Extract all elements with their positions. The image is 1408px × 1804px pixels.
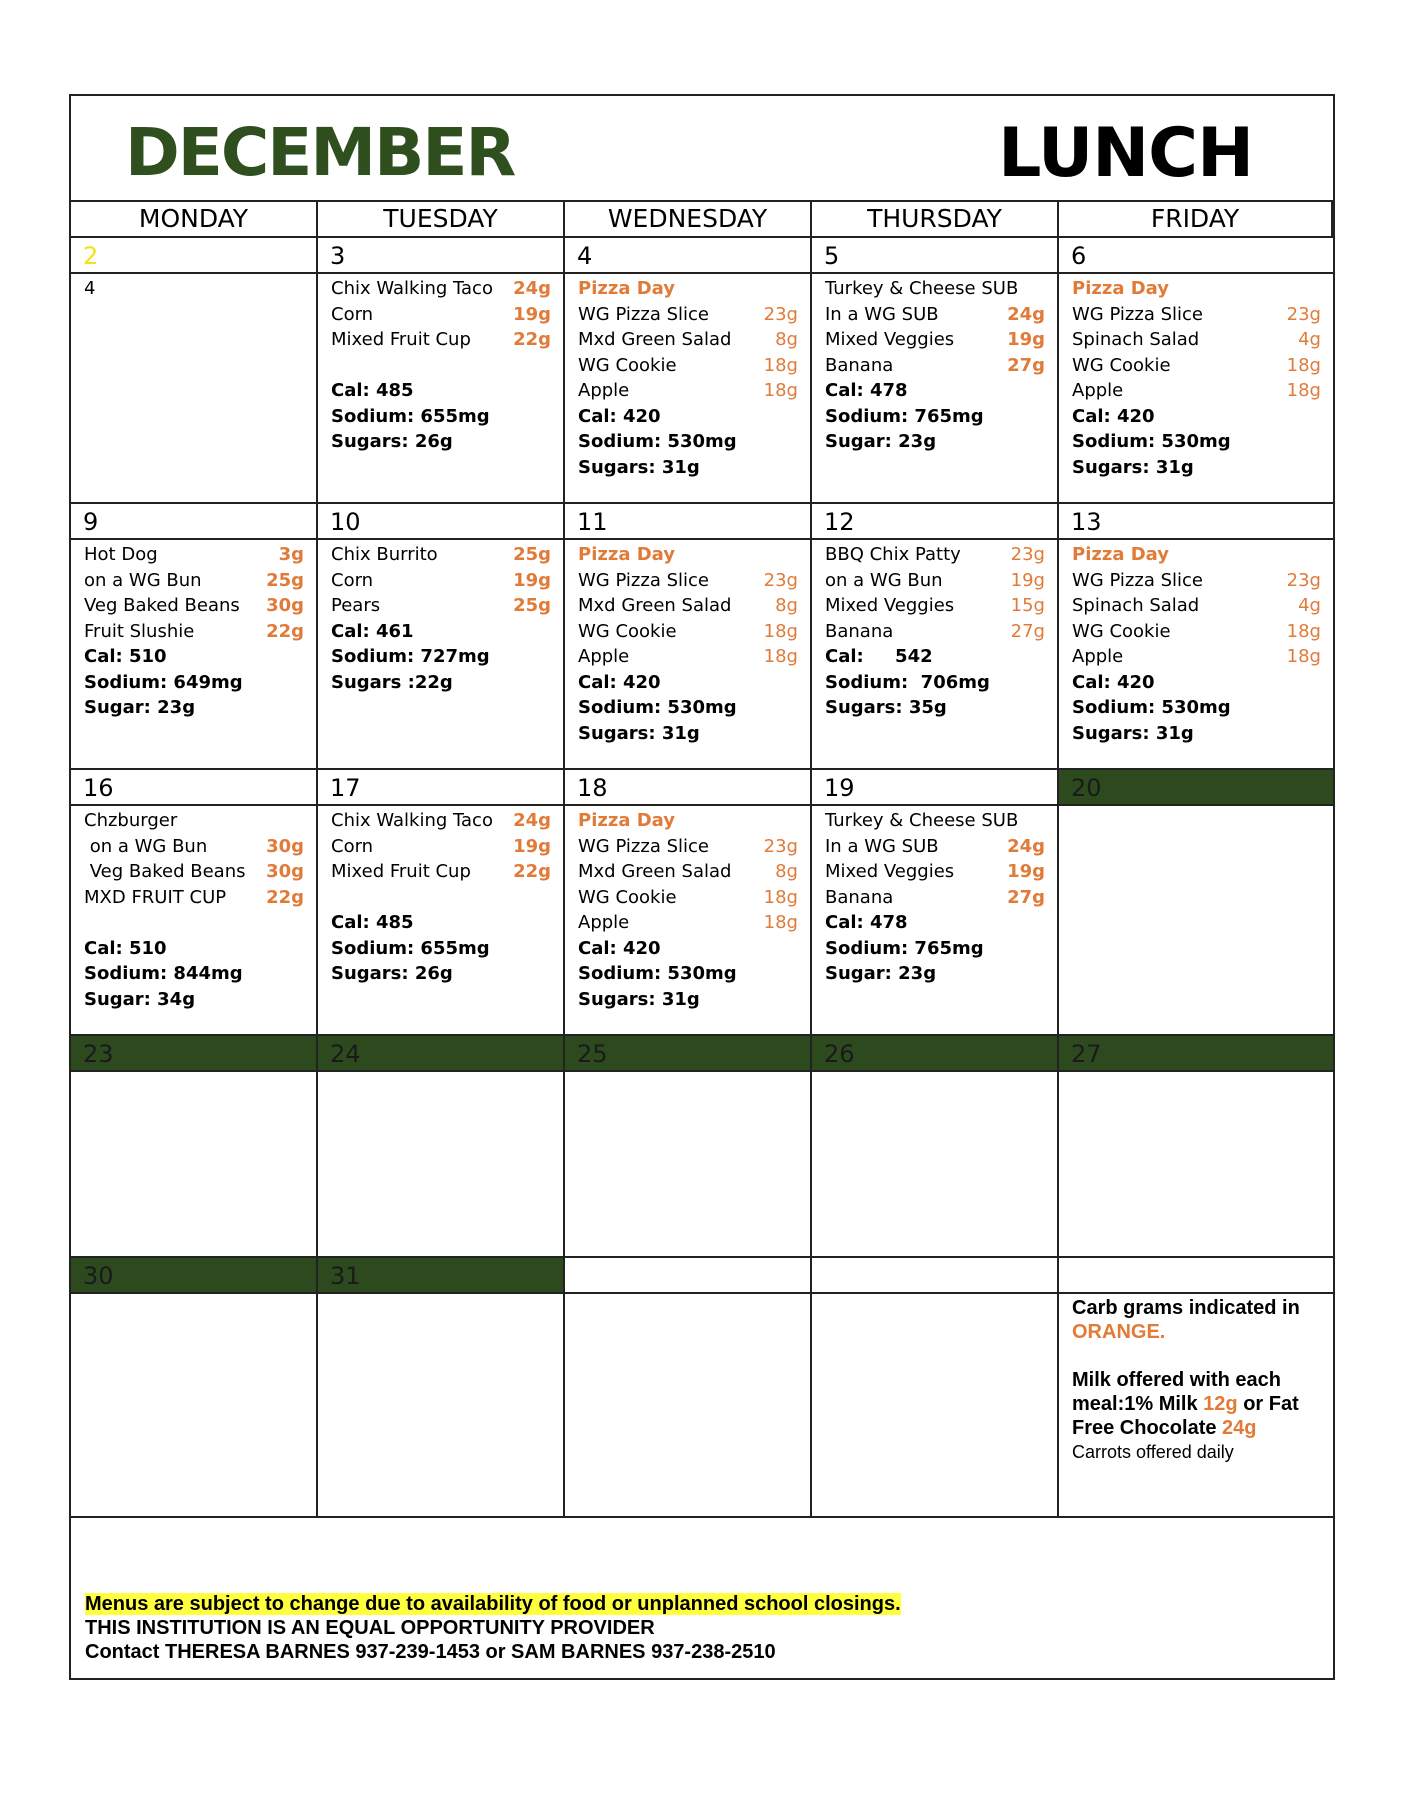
menu-item-name: WG Pizza Slice (1072, 569, 1203, 591)
menu-content (1072, 1296, 1321, 1464)
carb-grams: 19g (1007, 861, 1045, 882)
menu-item (1072, 644, 1321, 670)
carb-grams: 19g (1010, 569, 1045, 591)
menu-item (578, 644, 798, 670)
menu-item (578, 910, 798, 936)
day-cell (1059, 770, 1333, 1036)
day-cell (318, 1036, 565, 1258)
date-number: 4 (565, 238, 810, 274)
menu-item-name: Apple (578, 912, 630, 933)
menu-item (578, 378, 798, 404)
day-header-tuesday: TUESDAY (318, 202, 565, 238)
nutrition-stat: Cal: 420 (1072, 671, 1155, 693)
menu-item-name: Corn (331, 835, 374, 857)
day-cell (812, 770, 1059, 1036)
nutrition-stat: Sodium: 765mg (825, 937, 984, 959)
nutrition-stat: Sodium: 649mg (84, 671, 243, 693)
menu-content (331, 542, 551, 695)
menu-item (84, 593, 304, 619)
carb-grams: 23g (1286, 303, 1321, 325)
date-number: 19 (812, 770, 1057, 806)
menu-content (84, 808, 304, 1012)
nutrition-stat: Cal: 510 (84, 646, 167, 667)
carb-grams: 24g (1007, 303, 1045, 325)
menu-item (331, 834, 551, 860)
date-number: 5 (812, 238, 1057, 274)
menu-item-name: Banana (825, 886, 894, 908)
nutrition-stat: Sodium: 655mg (331, 937, 490, 959)
menu-item (331, 593, 551, 619)
date-number (812, 1258, 1057, 1294)
menu-item-name: WG Cookie (1072, 354, 1171, 376)
day-cell (812, 1036, 1059, 1258)
menu-item (825, 327, 1045, 353)
menu-item (825, 885, 1045, 911)
day-cell (565, 238, 812, 504)
equal-opportunity-text: THIS INSTITUTION IS AN EQUAL OPPORTUNITY PROVIDER (85, 1617, 655, 1639)
menu-item-name: Chix Walking Taco (331, 810, 493, 831)
menu-item (84, 910, 304, 936)
nutrition-stat: Sugars :22g (331, 671, 453, 693)
menu-item (825, 593, 1045, 619)
meal-title: LUNCH (998, 114, 1253, 193)
menu-item-name: Corn (331, 569, 374, 591)
menu-item (1072, 593, 1321, 619)
carb-grams: 18g (1286, 354, 1321, 376)
menu-item (578, 885, 798, 911)
carb-grams: 24g (513, 810, 551, 831)
menu-item-name: WG Cookie (578, 620, 677, 642)
nutrition-stat: Sugars: 31g (1072, 722, 1194, 744)
menu-item (1072, 353, 1321, 379)
day-cell (71, 770, 318, 1036)
carb-grams: 19g (513, 303, 551, 325)
contact-text: Contact THERESA BARNES 937-239-1453 or SAM BARNES 937-238-2510 (85, 1641, 776, 1663)
milk-note-text: Milk offered with each meal:1% Milk (1072, 1369, 1281, 1415)
day-cell (71, 1036, 318, 1258)
menu-item-name: Spinach Salad (1072, 329, 1200, 350)
carb-grams: 22g (266, 886, 304, 908)
carb-grams: 19g (513, 835, 551, 857)
day-cell (812, 504, 1059, 770)
special-day-label: Pizza Day (1072, 544, 1169, 565)
menu-item-name: on a WG Bun (825, 569, 943, 591)
date-number: 27 (1059, 1036, 1333, 1072)
menu-content (84, 276, 304, 302)
menu-item (578, 619, 798, 645)
menu-item-name: Pears (331, 595, 381, 616)
nutrition-stat: Sodium: 765mg (825, 405, 984, 427)
day-cell (565, 1258, 812, 1518)
menu-item (331, 327, 551, 353)
carb-grams: 23g (763, 835, 798, 857)
carb-grams: 19g (513, 569, 551, 591)
menu-item-name: Turkey & Cheese SUB (825, 278, 1019, 299)
menu-item (331, 542, 551, 568)
menu-item-name: Banana (825, 620, 894, 642)
date-number: 30 (71, 1258, 316, 1294)
menu-item (84, 619, 304, 645)
menu-item-name: WG Cookie (578, 354, 677, 376)
day-cell (565, 1036, 812, 1258)
carb-note (1072, 1296, 1321, 1344)
menu-item (84, 885, 304, 911)
carb-grams: 18g (763, 646, 798, 667)
nutrition-stat: Cal: 510 (84, 937, 167, 959)
menu-content (331, 276, 551, 455)
date-number (1059, 1258, 1333, 1294)
special-day-label: Pizza Day (1072, 278, 1169, 299)
menu-item-name: on a WG Bun (84, 569, 202, 591)
menu-item-name: Mixed Veggies (825, 329, 955, 350)
nutrition-stat: Sodium: 530mg (1072, 431, 1231, 452)
nutrition-stat: Sodium: 530mg (1072, 697, 1231, 718)
special-day-label: Pizza Day (578, 544, 675, 565)
menu-item-name: on a WG Bun (84, 835, 208, 857)
menu-item-name: Banana (825, 354, 894, 376)
chocolate-carb: 24g (1222, 1417, 1257, 1439)
nutrition-stat: Sugar: 23g (825, 431, 937, 452)
date-number: 25 (565, 1036, 810, 1072)
carb-color-word: ORANGE. (1072, 1321, 1166, 1343)
carb-grams: 18g (1286, 380, 1321, 401)
menu-item-name: Mxd Green Salad (578, 595, 732, 616)
menu-item (331, 859, 551, 885)
date-number: 11 (565, 504, 810, 540)
nutrition-stat: Sodium: 655mg (331, 405, 490, 427)
menu-item-name: WG Pizza Slice (578, 569, 709, 591)
menu-item (825, 859, 1045, 885)
nutrition-stat: Sugar: 23g (825, 963, 937, 984)
calendar-frame (69, 94, 1335, 1680)
carb-grams: 27g (1007, 354, 1045, 376)
menu-content (1072, 276, 1321, 480)
nutrition-stat: Sugar: 34g (84, 988, 196, 1010)
milk-note (1072, 1368, 1321, 1440)
menu-content (331, 808, 551, 987)
menu-content (578, 276, 798, 480)
carb-grams: 18g (763, 354, 798, 376)
nutrition-stat: Cal: 485 (331, 912, 414, 933)
menu-item (825, 834, 1045, 860)
nutrition-stat: Cal: 420 (578, 937, 661, 959)
nutrition-stat: Sugars: 31g (1072, 456, 1194, 478)
date-number: 6 (1059, 238, 1333, 274)
menu-item-name: Veg Baked Beans (84, 861, 246, 882)
carrots-note: Carrots offered daily (1072, 1442, 1234, 1462)
menu-item-name: Mxd Green Salad (578, 861, 732, 882)
carb-grams: 18g (763, 380, 798, 401)
carb-grams: 19g (1007, 329, 1045, 350)
menu-content (84, 542, 304, 721)
menu-content (578, 542, 798, 746)
day-cell (318, 504, 565, 770)
carb-grams: 18g (1286, 646, 1321, 667)
nutrition-stat: Sugars: 31g (578, 456, 700, 478)
day-cell (318, 1258, 565, 1518)
carb-grams: 23g (763, 569, 798, 591)
menu-item (84, 808, 304, 834)
menu-item-name: Apple (1072, 380, 1124, 401)
day-cell (71, 238, 318, 504)
nutrition-stat: Cal: 420 (1072, 405, 1155, 427)
menu-item (1072, 302, 1321, 328)
menu-item (578, 568, 798, 594)
menu-item-name: WG Pizza Slice (578, 303, 709, 325)
date-number: 3 (318, 238, 563, 274)
menu-item-name: In a WG SUB (825, 835, 939, 857)
menu-item-name: WG Cookie (1072, 620, 1171, 642)
menu-item-name: WG Pizza Slice (1072, 303, 1203, 325)
carb-grams: 8g (775, 595, 798, 616)
date-number: 10 (318, 504, 563, 540)
carb-grams: 22g (513, 861, 551, 882)
menu-item-name: Mixed Fruit Cup (331, 329, 471, 350)
menu-item (331, 353, 551, 379)
menu-item (331, 568, 551, 594)
carb-note-label: Carb grams indicated in (1072, 1297, 1300, 1319)
menu-item-name: Veg Baked Beans (84, 595, 240, 616)
nutrition-stat: Sodium: 844mg (84, 963, 243, 984)
menu-item-name: Apple (578, 380, 630, 401)
menu-content (825, 276, 1045, 455)
menu-item-name: Mxd Green Salad (578, 329, 732, 350)
day-cell (71, 504, 318, 770)
nutrition-stat: Sugars: 35g (825, 697, 947, 718)
menu-item (84, 276, 304, 302)
day-header-thursday: THURSDAY (812, 202, 1059, 238)
menu-item-name: Turkey & Cheese SUB (825, 810, 1019, 831)
nutrition-stat: Sodium: 727mg (331, 646, 490, 667)
date-number (565, 1258, 810, 1294)
menu-item (84, 542, 304, 568)
menu-item-name: Apple (1072, 646, 1124, 667)
nutrition-stat: Cal: 461 (331, 620, 414, 642)
nutrition-stat: Cal: 478 (825, 912, 908, 933)
nutrition-stat: Sugars: 26g (331, 963, 453, 984)
nutrition-stat: Cal: 485 (331, 380, 414, 401)
menu-item-name: BBQ Chix Patty (825, 544, 961, 565)
menu-item-name: Hot Dog (84, 544, 158, 565)
day-header-friday: FRIDAY (1059, 202, 1333, 238)
carb-grams: 15g (1010, 595, 1045, 616)
menu-item (578, 834, 798, 860)
day-cell (565, 504, 812, 770)
menu-item (331, 885, 551, 911)
menu-item-name: WG Pizza Slice (578, 835, 709, 857)
menu-item (1072, 568, 1321, 594)
carb-grams: 27g (1007, 886, 1045, 908)
date-number: 17 (318, 770, 563, 806)
carb-grams: 30g (266, 835, 304, 857)
carb-grams: 18g (763, 620, 798, 642)
menu-item (578, 302, 798, 328)
menu-item-name: 4 (84, 278, 96, 299)
day-header-wednesday: WEDNESDAY (565, 202, 812, 238)
menu-item (331, 276, 551, 302)
menu-item (578, 859, 798, 885)
carb-grams: 8g (775, 861, 798, 882)
nutrition-stat: Sodium: 530mg (578, 431, 737, 452)
disclaimer-text: Menus are subject to change due to availability of food or unplanned school closings. (85, 1593, 901, 1615)
menu-item (1072, 327, 1321, 353)
calendar-header (71, 96, 1333, 202)
carb-grams: 30g (266, 861, 304, 882)
menu-item (825, 276, 1045, 302)
menu-content (825, 542, 1045, 721)
carb-grams: 18g (1286, 620, 1321, 642)
day-cell (318, 770, 565, 1036)
menu-item (1072, 619, 1321, 645)
menu-item-name: Chzburger (84, 810, 178, 831)
menu-item-name: MXD FRUIT CUP (84, 886, 227, 908)
nutrition-stat: Sugars: 31g (578, 722, 700, 744)
menu-item-name: WG Cookie (578, 886, 677, 908)
menu-item (331, 808, 551, 834)
menu-item (1072, 378, 1321, 404)
date-number: 24 (318, 1036, 563, 1072)
menu-item (331, 302, 551, 328)
carb-grams: 23g (1286, 569, 1321, 591)
nutrition-stat: Cal: 420 (578, 405, 661, 427)
day-header-monday: MONDAY (71, 202, 318, 238)
menu-item-name: Spinach Salad (1072, 595, 1200, 616)
carb-grams: 25g (513, 544, 551, 565)
carb-grams: 22g (266, 620, 304, 642)
day-cell (812, 238, 1059, 504)
carb-grams: 4g (1298, 595, 1321, 616)
menu-item-name: Mixed Fruit Cup (331, 861, 471, 882)
menu-item-name: Mixed Veggies (825, 861, 955, 882)
footer (71, 1558, 1333, 1678)
menu-item (825, 568, 1045, 594)
menu-item (578, 353, 798, 379)
menu-item-name: Apple (578, 646, 630, 667)
menu-content (1072, 542, 1321, 746)
menu-item-name: Corn (331, 303, 374, 325)
date-number: 31 (318, 1258, 563, 1294)
nutrition-stat: Sugars: 26g (331, 431, 453, 452)
date-number: 2 (71, 238, 316, 274)
menu-content (578, 808, 798, 1012)
menu-item (84, 568, 304, 594)
nutrition-stat: Cal: 478 (825, 380, 908, 401)
menu-item-name: In a WG SUB (825, 303, 939, 325)
menu-item-name: Chix Walking Taco (331, 278, 493, 299)
menu-item-name: Fruit Slushie (84, 620, 195, 642)
day-cell (1059, 504, 1333, 770)
menu-item-name: Mixed Veggies (825, 595, 955, 616)
carb-grams: 3g (278, 544, 304, 565)
special-day-label: Pizza Day (578, 810, 675, 831)
date-number: 12 (812, 504, 1057, 540)
milk-note-text-2: or Fat Free Chocolate (1072, 1393, 1299, 1439)
date-number: 23 (71, 1036, 316, 1072)
carb-grams: 23g (1010, 544, 1045, 565)
menu-item (825, 619, 1045, 645)
menu-item (578, 327, 798, 353)
nutrition-stat: Sodium: 706mg (825, 671, 990, 693)
milk-carb: 12g (1203, 1393, 1238, 1415)
carb-grams: 18g (763, 912, 798, 933)
menu-item (84, 834, 304, 860)
nutrition-stat: Cal: 542 (825, 646, 933, 667)
date-number: 20 (1059, 770, 1333, 806)
nutrition-stat: Sodium: 530mg (578, 963, 737, 984)
month-title: DECEMBER (125, 114, 515, 191)
carb-grams: 25g (266, 569, 304, 591)
menu-item-name: Chix Burrito (331, 544, 438, 565)
nutrition-stat: Cal: 420 (578, 671, 661, 693)
menu-content (825, 808, 1045, 987)
carb-grams: 24g (1007, 835, 1045, 857)
date-number: 18 (565, 770, 810, 806)
day-cell (1059, 238, 1333, 504)
day-cell (71, 1258, 318, 1518)
carb-grams: 24g (513, 278, 551, 299)
menu-item (578, 593, 798, 619)
menu-item (84, 859, 304, 885)
carb-grams: 18g (763, 886, 798, 908)
carb-grams: 22g (513, 329, 551, 350)
carb-grams: 8g (775, 329, 798, 350)
day-cell (812, 1258, 1059, 1518)
date-number: 9 (71, 504, 316, 540)
day-cell (1059, 1258, 1333, 1518)
carb-grams: 27g (1010, 620, 1045, 642)
day-cell (565, 770, 812, 1036)
carb-grams: 25g (513, 595, 551, 616)
menu-item (825, 353, 1045, 379)
special-day-label: Pizza Day (578, 278, 675, 299)
nutrition-stat: Sugars: 31g (578, 988, 700, 1010)
date-number: 26 (812, 1036, 1057, 1072)
carb-grams: 23g (763, 303, 798, 325)
menu-item (825, 302, 1045, 328)
carb-grams: 30g (266, 595, 304, 616)
date-number: 16 (71, 770, 316, 806)
menu-item (825, 542, 1045, 568)
date-number: 13 (1059, 504, 1333, 540)
day-cell (1059, 1036, 1333, 1258)
day-cell (318, 238, 565, 504)
menu-item (825, 808, 1045, 834)
carb-grams: 4g (1298, 329, 1321, 350)
nutrition-stat: Sugar: 23g (84, 697, 196, 718)
nutrition-stat: Sodium: 530mg (578, 697, 737, 718)
